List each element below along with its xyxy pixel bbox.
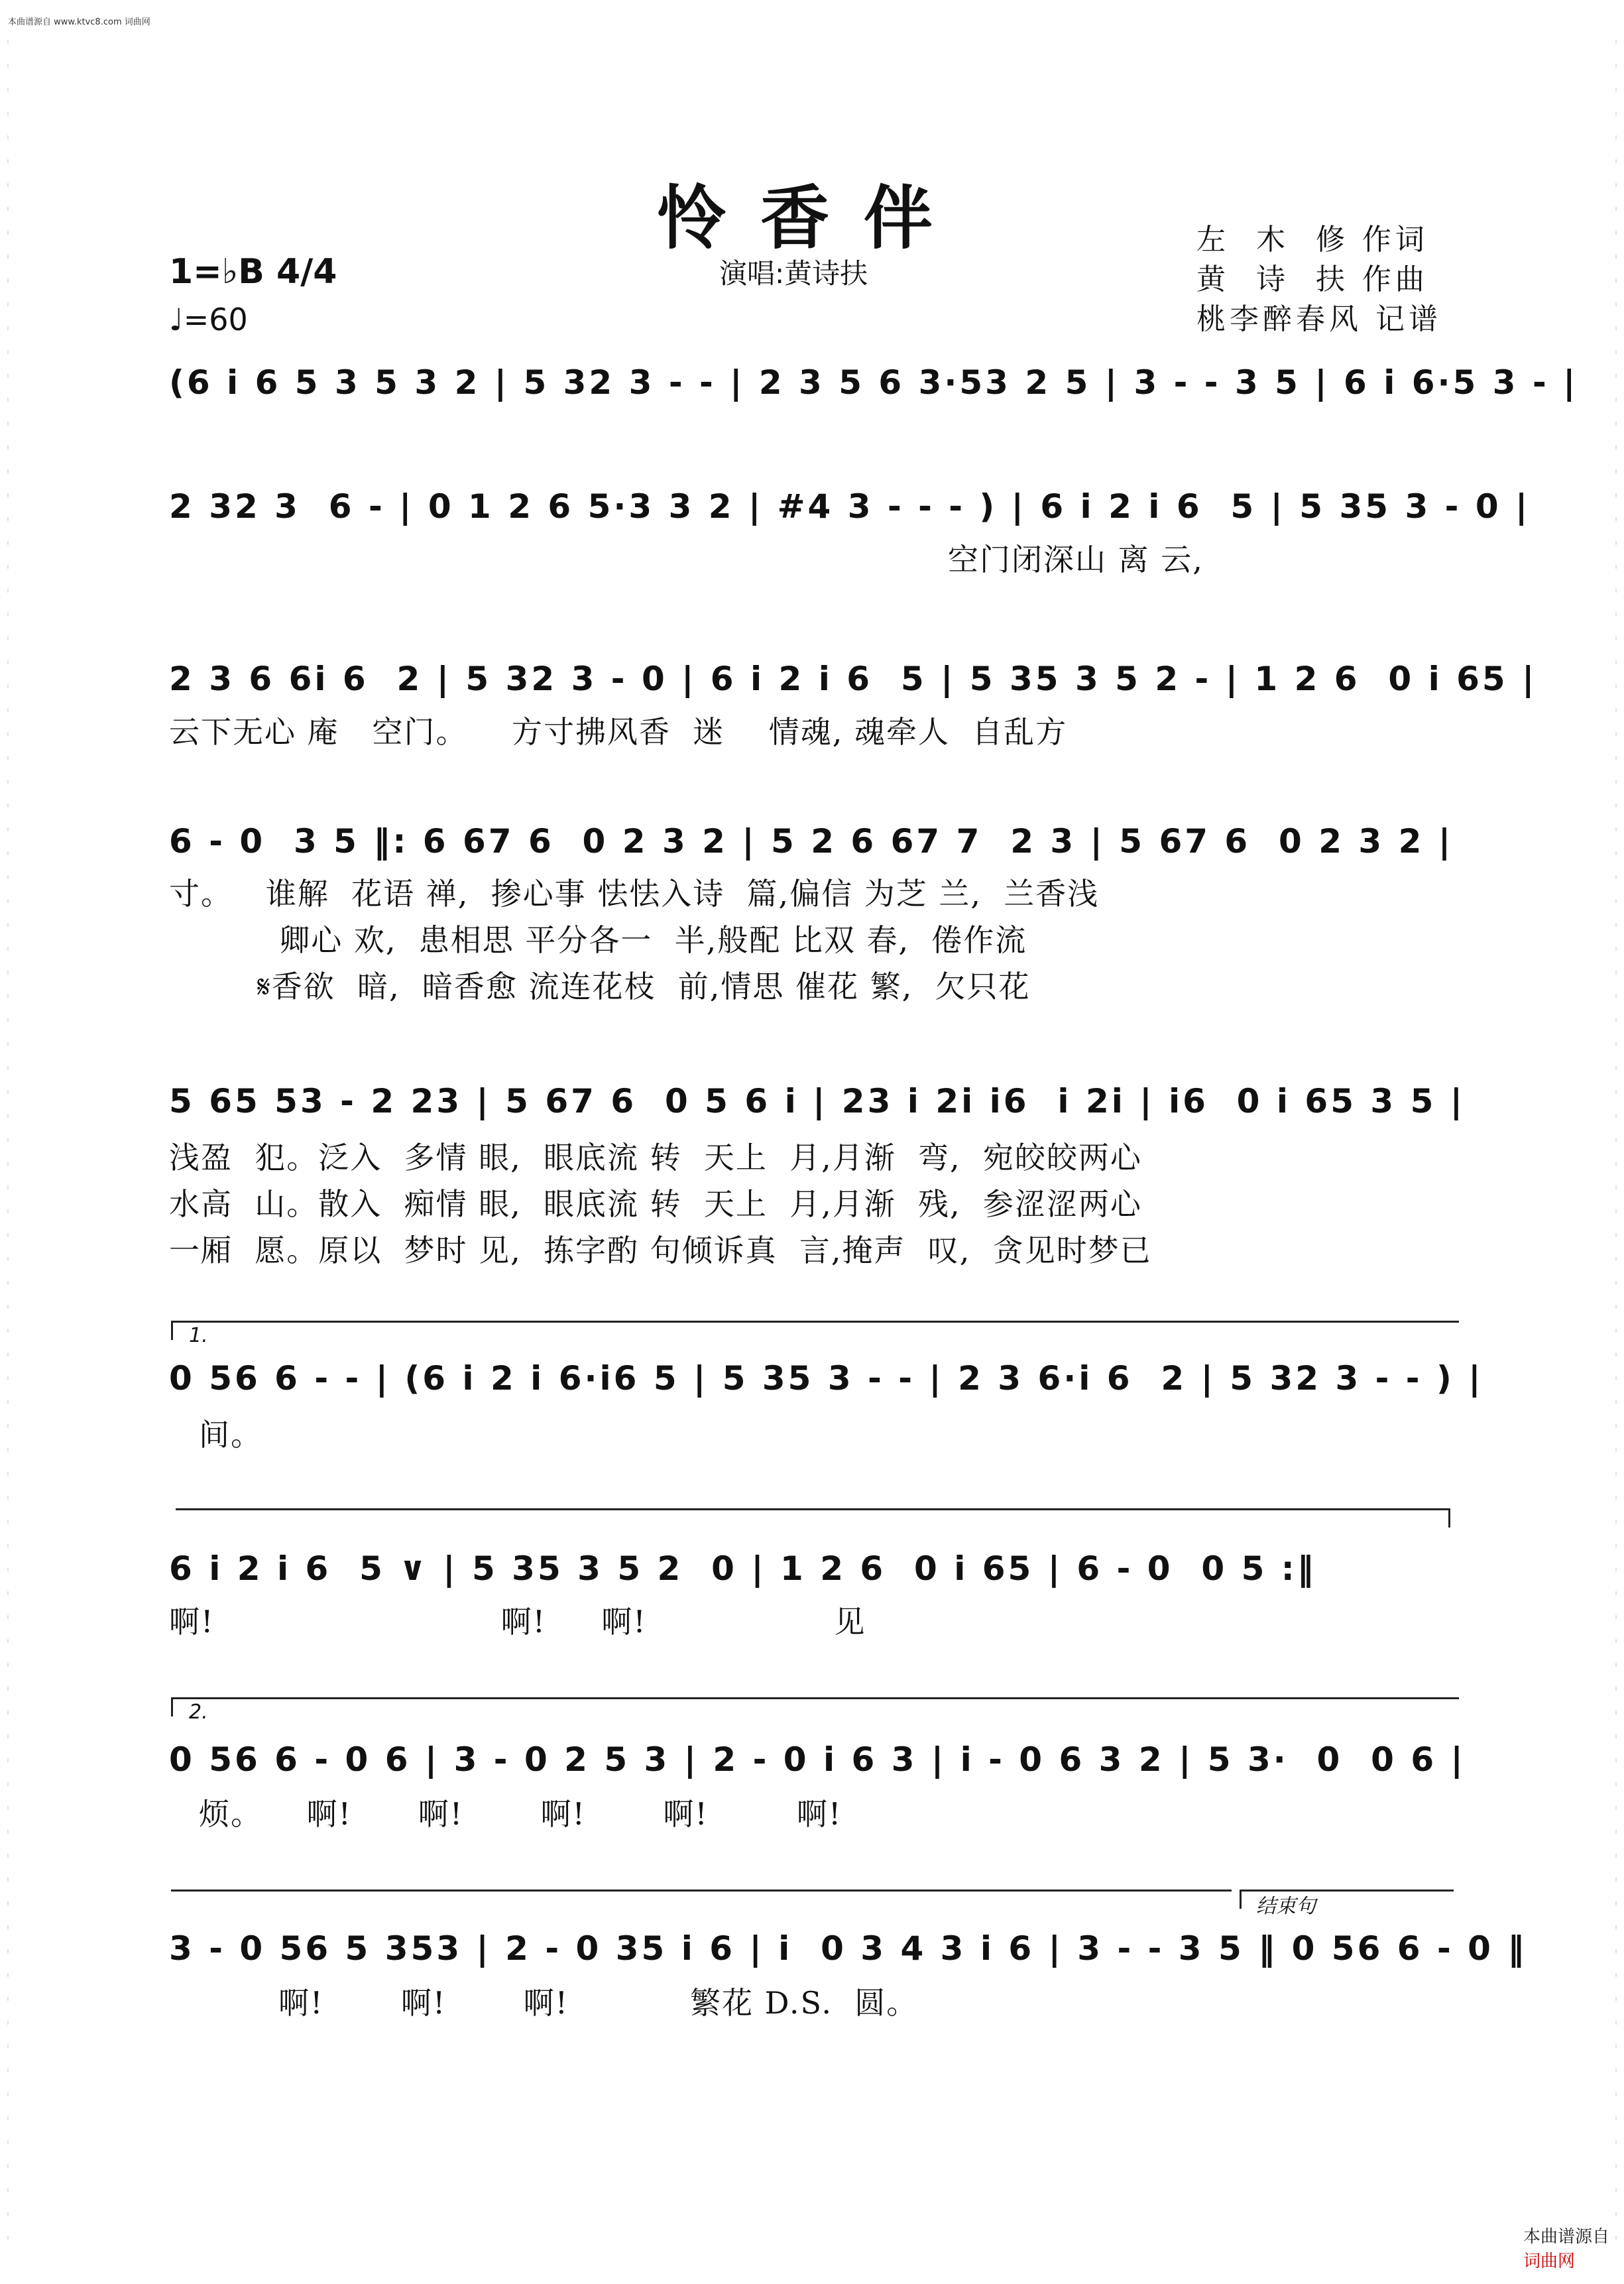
lyric-line-4-verse-1: 寸。 谁解 花语 禅, 掺心事 怯怯入诗 篇,偏信 为芝 兰, 兰香浅	[169, 876, 1100, 912]
second-ending-label: 2.	[189, 1701, 208, 1724]
lyric-line-5-verse-3: 一厢 愿。原以 梦时 见, 拣字酌 句倾诉真 言,掩声 叹, 贪见时梦已	[169, 1232, 1152, 1268]
source-note: 本曲谱源自 www.ktvc8.com 词曲网	[8, 17, 150, 27]
music-line-6: 0 56 6 - - | (6 i 2 i 6·i6 5 | 5 35 3 - - | 2 3 6·i 6 2 | 5 32 3 - - ) |	[169, 1359, 1483, 1398]
tempo-marking: ♩=60	[169, 302, 248, 337]
composer-credit: 黄 诗 扶 作曲	[1196, 263, 1428, 296]
music-line-8: 0 56 6 - 0 6 | 3 - 0 2 5 3 | 2 - 0 i 6 3 | i - 0 6 3 2 | 5 3· 0 0 6 |	[169, 1740, 1466, 1779]
lyric-line-7: 啊! 啊! 啊! 见	[169, 1604, 866, 1640]
lyric-line-6: 间。	[199, 1417, 262, 1453]
lyric-line-2: 空门闭深山 离 云,	[948, 542, 1204, 577]
lyricist-credit: 左 木 修 作词	[1196, 223, 1428, 257]
transcriber-credit: 桃李醉春风 记谱	[1196, 302, 1442, 336]
lyric-line-9: 啊! 啊! 啊! 繁花 D.S. 圆。	[278, 1985, 919, 2021]
ending-phrase-label: 结束句	[1256, 1895, 1316, 1918]
music-line-1: (6 i 6 5 3 5 3 2 | 5 32 3 - - | 2 3 5 6 3·53 2 5 | 3 - - 3 5 | 6 i 6·5 3 - |	[169, 363, 1578, 402]
music-line-7: 6 i 2 i 6 5 ∨ | 5 35 3 5 2 0 | 1 2 6 0 i 65 | 6 - 0 0 5 :‖	[169, 1549, 1316, 1588]
singer-credit: 演唱:黄诗扶	[719, 257, 868, 290]
key-signature: 1=♭B 4/4	[169, 252, 337, 292]
music-line-2: 2 32 3 6 - | 0 1 2 6 5·3 3 2 | #4 3 - - - ) | 6 i 2 i 6 5 | 5 35 3 - 0 |	[169, 487, 1531, 526]
music-line-5: 5 65 53 - 2 23 | 5 67 6 0 5 6 i | 23 i 2i i6 i 2i | i6 0 i 65 3 5 |	[169, 1082, 1466, 1120]
music-line-3: 2 3 6 6i 6 2 | 5 32 3 - 0 | 6 i 2 i 6 5 | 5 35 3 5 2 - | 1 2 6 0 i 65 |	[169, 660, 1537, 698]
bottom-source-site: 词曲网	[1523, 2252, 1575, 2271]
music-line-9: 3 - 0 56 5 353 | 2 - 0 35 i 6 | i 0 3 4 3 i 6 | 3 - - 3 5 ‖ 0 56 6 - 0 ‖	[169, 1929, 1527, 1968]
lyric-line-3: 云下无心 庵 空门。 方寸拂风香 迷 情魂, 魂牵人 自乱方	[169, 714, 1068, 750]
bottom-source-text: 本曲谱源自	[1523, 2227, 1609, 2247]
first-ending-label: 1.	[189, 1324, 208, 1347]
lyric-line-5-verse-1: 浅盈 犯。泛入 多情 眼, 眼底流 转 天上 月,月渐 弯, 宛皎皎两心	[169, 1140, 1142, 1175]
lyric-line-4-verse-2: 卿心 欢, 患相思 平分各一 半,般配 比双 春, 倦作流	[169, 922, 1027, 958]
lyric-line-8: 烦。 啊! 啊! 啊! 啊! 啊!	[199, 1796, 842, 1832]
lyric-line-4-verse-3: 𝄋香欲 暗, 暗香愈 流连花枝 前,情思 催花 繁, 欠只花	[169, 969, 1031, 1004]
song-title: 怜香伴	[656, 177, 967, 259]
music-line-4: 6 - 0 3 5 ‖: 6 67 6 0 2 3 2 | 5 2 6 67 7 2 3 | 5 67 6 0 2 3 2 |	[169, 822, 1454, 861]
lyric-line-5-verse-2: 水高 山。散入 痴情 眼, 眼底流 转 天上 月,月渐 残, 参涩涩两心	[169, 1186, 1142, 1222]
